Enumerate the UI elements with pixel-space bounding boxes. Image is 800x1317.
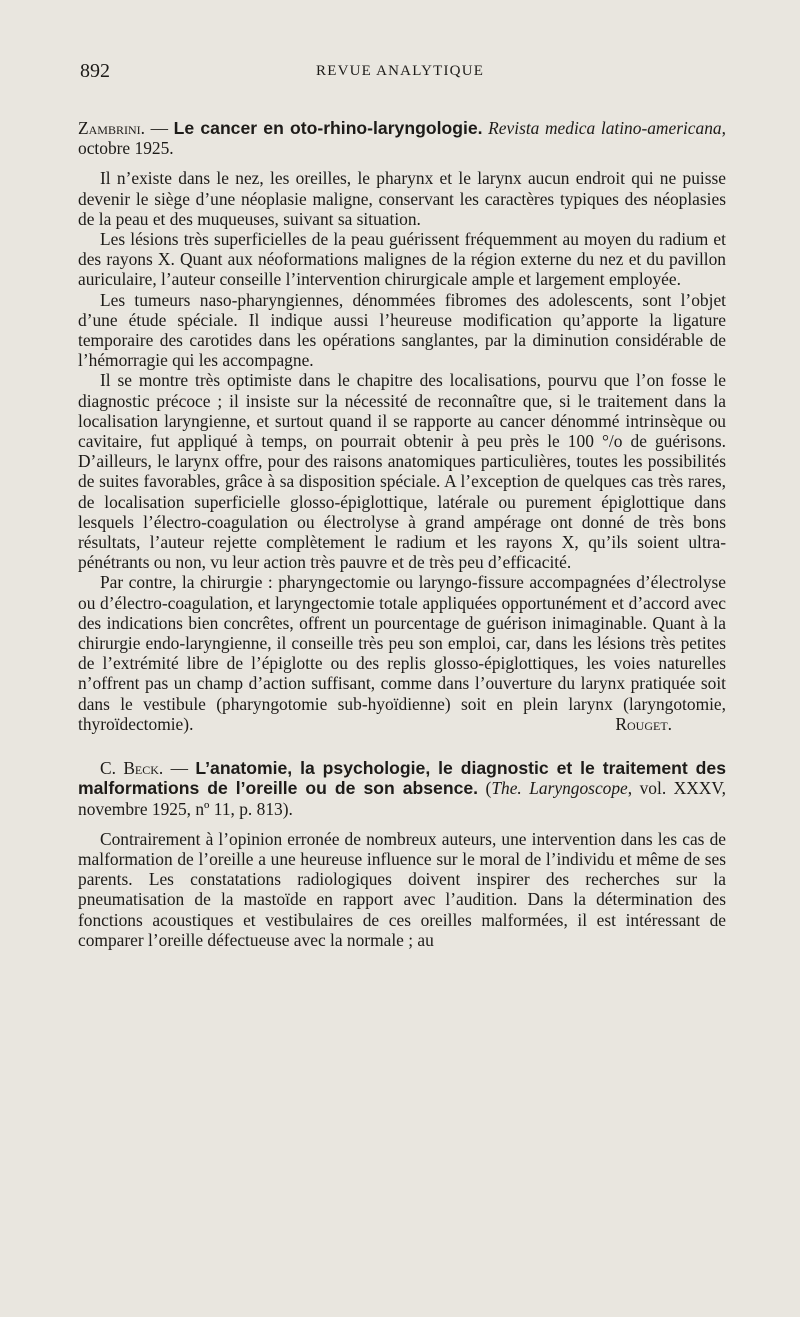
review-entry <box>78 758 726 950</box>
entry-date: , vol. XXXV, novembre 1925, nº 11, p. 813). <box>78 778 726 819</box>
page-number: 892 <box>80 60 110 82</box>
entry-author: C. Beck. <box>100 758 164 779</box>
entry-author: Zambrini. <box>78 118 145 138</box>
entry-dash: — <box>163 758 196 779</box>
paragraph: Les lésions très superficielles de la peau guérissent fréquemment au moyen du radium et des rayons X. Quant aux néoformations malignes de la région externe du nez et du pavillon auriculaire, l’auteur conseille l’intervention chirurgicale ample et largement employée. <box>78 229 726 290</box>
paragraph: Il n’existe dans le nez, les oreilles, le pharynx et le larynx aucun endroit qui ne puisse devenir le siège d’une néoplasie maligne, conservant les caractères typiques des néoplasies de la peau et des muqueuses, suivant sa situation. <box>78 168 726 229</box>
paragraph: Il se montre très optimiste dans le chapitre des localisations, pourvu que l’on fosse le diagnostic précoce ; il insiste sur la nécessité de reconnaître que, si le traitement dans la localisation laryngienne, et surtout quand il se rapporte au cancer dénommé intrinsèque ou cavitaire, fut appliqué à temps, on pourrait obtenir à peu près le 100 °/o de guérisons. D’ailleurs, le larynx offre, pour des raisons anatomiques particulières, toutes les possibilités de suites favorables, grâce à sa disposition spéciale. A l’exception de quelques cas très rares, de localisation superficielle glosso-épiglottique, latérale ou purement épiglottique dans lesquels l’électro-coagulation ou électrolyse à grand ampérage ont donné de très bons résultats, l’auteur rejette complètement le radium et les rayons X, qu’ils soient ultra-pénétrants ou non, vu leur action très pauvre et de très peu d’efficacité. <box>78 370 726 573</box>
entry-journal: Revista medica latino-americana <box>488 118 722 138</box>
review-entry <box>78 118 726 734</box>
journal-open-paren: ( <box>478 778 492 799</box>
paragraph: Contrairement à l’opinion erronée de nombreux auteurs, une intervention dans les cas de malformation de l’oreille a une heureuse influence sur le moral de l’individu et même de ses parents. Les constatations radiologiques doivent inspirer des recherches sur la pneumatisation de la mastoïde en rapport avec l’audition. Dans la détermination des fonctions acoustiques et vestibulaires de ces oreilles malformées, il est intéressant de comparer l’oreille défectueuse avec la normale ; au <box>78 828 726 950</box>
page-header <box>78 60 723 90</box>
paragraph: Les tumeurs naso-pharyngiennes, dénommées fibromes des adolescents, sont l’objet d’une étude spéciale. Il indique aussi l’heureuse modification qu’apporte la ligature temporaire des carotides dans les opérations sanglantes, par la diminution considérable de l’hémorragie qui les accompagne. <box>78 289 726 371</box>
entry-dash: — <box>144 118 174 138</box>
reviewer-signature: Rouget. <box>615 713 672 734</box>
entry-title: Le cancer en oto-rhino-laryngologie. <box>173 118 483 138</box>
text-column <box>78 118 726 950</box>
entry-journal: The. Laryngoscope <box>491 778 628 799</box>
paragraph <box>78 572 726 734</box>
paragraph-text: Par contre, la chirurgie : pharyngectomie ou laryngo-fissure accompagnées d’électrolyse ou d’électro-coagulation, et laryngectomie totale appliquées opportunément et d’accord avec des indications bien concrêtes, offrent un pourcentage de guérison inimaginable. Quant à la chirurgie endo-laryngienne, il conseille très peu son emploi, car, dans les lésions très petites de l’extrémité libre de l’épiglotte ou des replis glosso-épiglottiques, les voies naturelles n’offrent pas un champ d’action suffisant, comme dans l’ouverture du larynx pratiquée soit dans le vestibule (pharyngotomie sub-hyoïdienne) soit en plein larynx (laryngotomie, thyroïdectomie). <box>78 572 726 734</box>
entry-heading <box>78 758 726 819</box>
running-title: REVUE ANALYTIQUE <box>316 63 485 79</box>
entry-heading <box>78 118 726 158</box>
entry-date: , octobre 1925. <box>78 118 726 159</box>
entry-title: L’anatomie, la psychologie, le diagnostic et le traitement des malformations de l’oreille ou de son absence. <box>78 758 726 799</box>
